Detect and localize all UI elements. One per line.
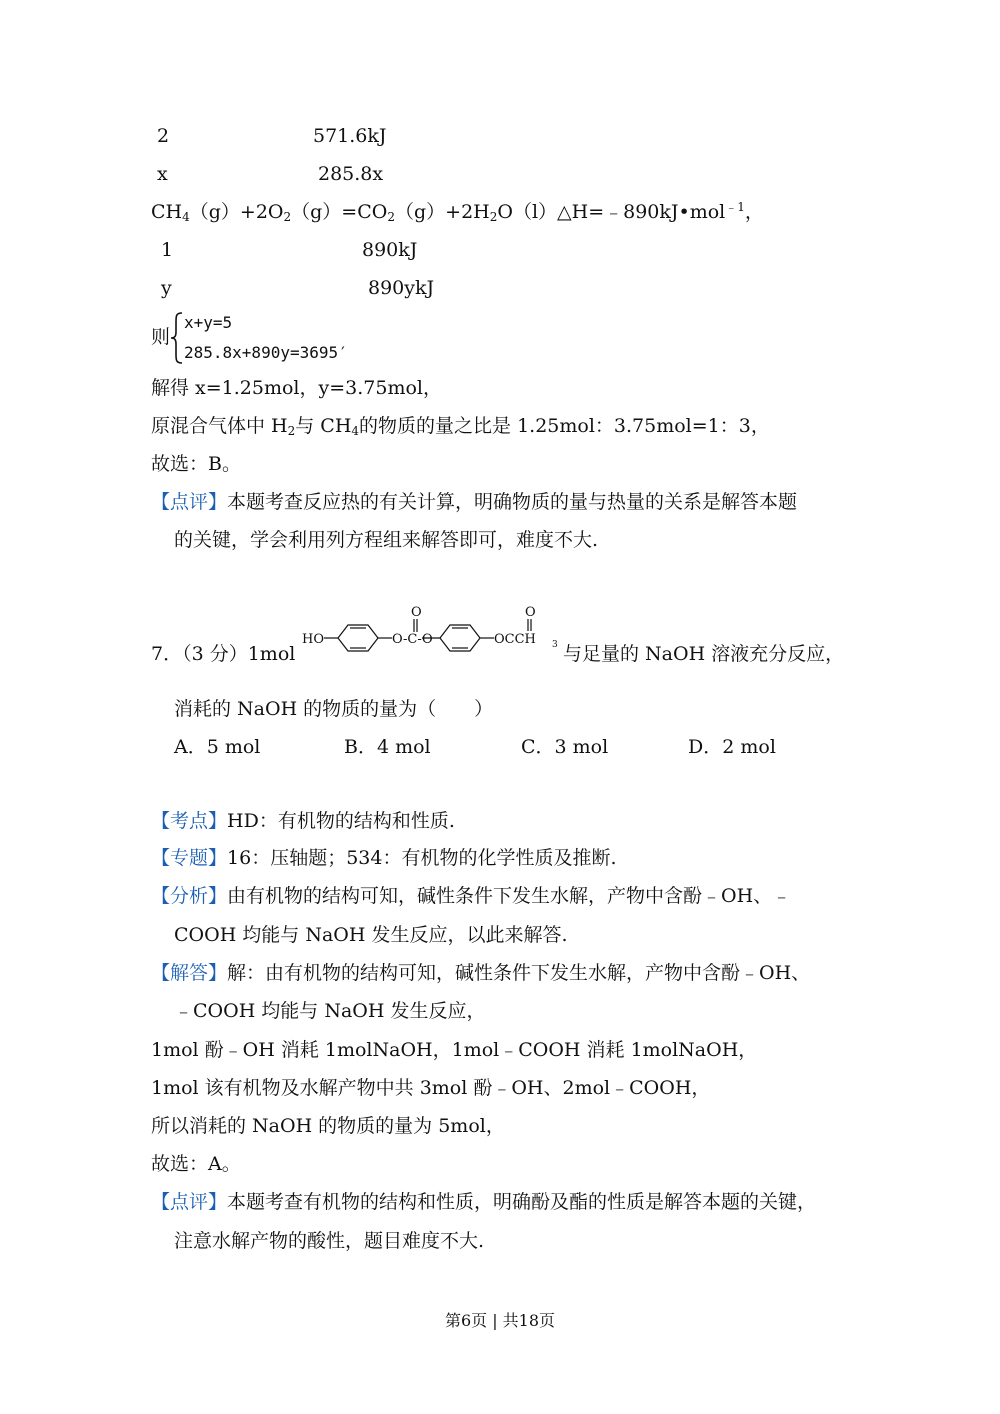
jieda-line-3: 1mol 酚﹣OH 消耗 1molNaOH，1mol﹣COOH 消耗 1molNaOH，	[151, 1039, 758, 1061]
question-7-line2: 消耗的 NaOH 的物质的量为（ ）	[174, 698, 494, 720]
jieda-label: 【解答】	[151, 962, 228, 984]
review2-line-1: 【点评】本题考查有机物的结构和性质，明确酚及酯的性质是解答本题的关键，	[151, 1191, 817, 1213]
jieda-line-4: 1mol 该有机物及水解产物中共 3mol 酚﹣OH、2mol﹣COOH，	[151, 1077, 711, 1099]
left-brace-icon	[170, 312, 184, 364]
kaodian-label: 【考点】	[151, 810, 228, 832]
svg-text:O: O	[525, 605, 536, 620]
zhuanti-line: 【专题】16：压轴题；534：有机物的化学性质及推断.	[151, 847, 617, 869]
review-line-2: 的关键，学会利用列方程组来解答即可，难度不大.	[174, 529, 599, 551]
calc-row3-right: 890kJ	[362, 239, 418, 261]
calc-row2-right: 285.8x	[318, 163, 384, 185]
thermo-equation: $CH_4(g)+2O_2(g)=CO_2(g)+2H_2O(l)\triangle H=﹣890kJ•mol^{﹣1}$，	[151, 200, 764, 224]
fenxi-line-2: COOH 均能与 NaOH 发生反应，以此来解答.	[174, 924, 568, 946]
zhuanti-label: 【专题】	[151, 847, 228, 869]
svg-text:-C-: -C-	[403, 632, 422, 647]
kaodian-line: 【考点】HD：有机物的结构和性质.	[151, 810, 455, 832]
system-eq1: x+y=5	[184, 313, 233, 332]
option-a: A．5 mol	[174, 736, 261, 758]
review2-label: 【点评】	[151, 1191, 228, 1213]
svg-text:O: O	[392, 632, 403, 647]
option-b: B．4 mol	[344, 736, 431, 758]
fenxi-label: 【分析】	[151, 885, 228, 907]
svg-text:O: O	[411, 605, 422, 620]
molecule-structure-image	[300, 600, 570, 665]
benzene-ring-2-icon	[440, 625, 494, 651]
choice-line: 故选：B。	[151, 453, 241, 475]
ze-label: 则	[151, 326, 171, 348]
jieda-line-2: ﹣COOH 均能与 NaOH 发生反应，	[174, 1000, 486, 1022]
jieda-line-1: 【解答】解：由有机物的结构可知，碱性条件下发生水解，产物中含酚﹣OH、	[151, 962, 811, 984]
benzene-ring-1-icon	[324, 625, 392, 651]
question-7-prefix: 7．（3 分）1mol	[151, 643, 296, 665]
option-d: D．2 mol	[688, 736, 776, 758]
calc-row2-left: x	[157, 163, 168, 185]
fenxi-line-1: 【分析】由有机物的结构可知，碱性条件下发生水解，产物中含酚﹣OH、﹣	[151, 885, 792, 907]
svg-text:OCCH: OCCH	[494, 632, 536, 647]
svg-text:O: O	[422, 632, 433, 647]
mol-ho-label: HO	[302, 632, 324, 647]
calc-row4-right: 890ykJ	[368, 277, 435, 299]
review2-line-2: 注意水解产物的酸性，题目难度不大.	[174, 1230, 485, 1252]
option-c: C．3 mol	[521, 736, 609, 758]
review-label: 【点评】	[151, 491, 228, 513]
answer-choice: 故选：A。	[151, 1153, 241, 1175]
calc-row1-right: 571.6kJ	[313, 125, 387, 147]
jieda-line-5: 所以消耗的 NaOH 的物质的量为 5mol，	[151, 1115, 505, 1137]
system-eq2: 285.8x+890y=3695′	[184, 343, 348, 362]
calc-row3-left: 1	[161, 239, 174, 261]
question-7-suffix: 与足量的 NaOH 溶液充分反应，	[563, 643, 845, 665]
page-footer: 第6页 | 共18页	[444, 1311, 556, 1330]
calc-row4-left: y	[161, 277, 172, 299]
calc-row1-left: 2	[157, 125, 170, 147]
ratio-line: 原混合气体中 $H_2$与 $CH_4$的物质的量之比是 1.25mol：3.75mol=1：3，	[151, 415, 770, 438]
review-line-1: 【点评】本题考查反应热的有关计算，明确物质的量与热量的关系是解答本题	[151, 491, 798, 513]
solve-line: 解得 x=1.25mol，y=3.75mol，	[151, 377, 443, 399]
svg-text:3: 3	[552, 640, 558, 650]
